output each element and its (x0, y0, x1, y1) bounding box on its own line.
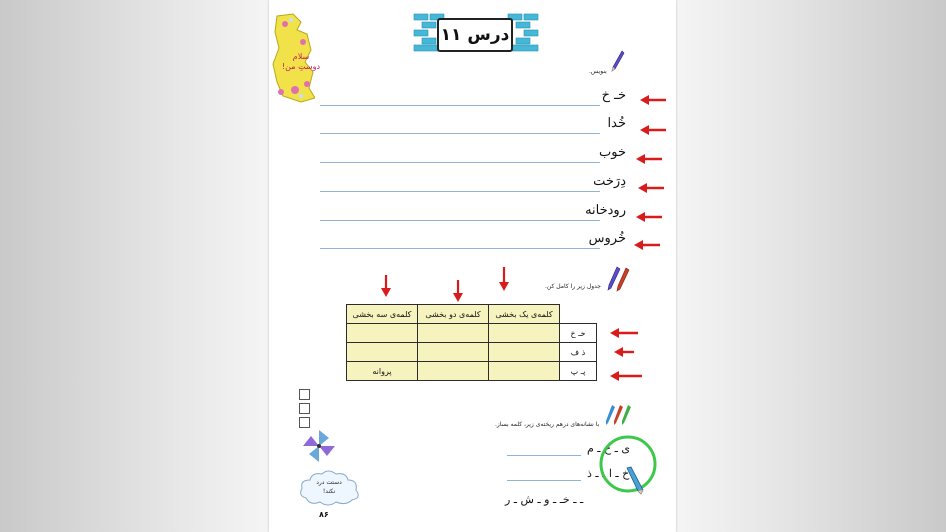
map-greeting-line2: دوستِ من! (281, 62, 321, 71)
writing-row (320, 203, 650, 223)
checkbox-column (299, 389, 309, 431)
cloud-message (302, 478, 356, 496)
table-cell[interactable] (347, 343, 418, 362)
lesson-title: درس ۱۱ (437, 18, 513, 52)
scrambled-letters: خ ـ ا ـ ـ ذ (587, 467, 630, 480)
checkbox[interactable] (299, 403, 310, 414)
map-greeting-line1: سلام (292, 52, 310, 61)
exercise2-instruction: جدول زیر را کامل کن. (545, 283, 601, 290)
table-cell[interactable] (347, 324, 418, 343)
table-cell[interactable]: پروانه (347, 362, 418, 381)
header-two-syllable: کلمه‌ی دو بخشی (418, 305, 489, 324)
writing-row (320, 116, 650, 136)
practice-word: خوب (599, 145, 626, 160)
arrow-left-icon (609, 327, 639, 339)
practice-word: رودخانه (585, 203, 626, 218)
practice-word: دِرَخت (593, 174, 626, 189)
word-table (346, 304, 597, 381)
practice-word: خـ خ (601, 88, 626, 103)
pencil-icon (611, 50, 625, 72)
writing-row (320, 174, 650, 194)
highlight-pencil-icon (625, 466, 645, 496)
table-row (347, 324, 597, 343)
cloud-message-line1: دستت درد (316, 479, 342, 486)
practice-word: خُروس (588, 231, 626, 246)
arrow-down-icon (498, 266, 510, 292)
writing-line (320, 162, 600, 163)
table-corner (560, 305, 597, 324)
arrow-left-icon (609, 370, 643, 382)
pinwheel-icon (301, 428, 337, 464)
exercise1-instruction: بنویس. (589, 68, 607, 75)
writing-row (320, 88, 650, 108)
writing-row (320, 231, 650, 251)
arrow-left-icon (635, 153, 663, 165)
arrow-down-icon (452, 279, 464, 303)
table-cell[interactable] (418, 362, 489, 381)
arrow-left-icon (639, 124, 667, 136)
row-letter: ذ ف (560, 343, 597, 362)
arrow-left-icon (635, 211, 663, 223)
practice-word: خُدا (607, 116, 626, 131)
arrow-left-icon (639, 94, 667, 106)
arrow-left-icon (613, 346, 635, 358)
checkbox[interactable] (299, 389, 310, 400)
header-three-syllable: کلمه‌ی سه بخشی (347, 305, 418, 324)
exercise3-instruction: با نشانه‌های درهم ریخته‌ی زیر، کلمه بساز. (495, 421, 600, 428)
table-cell[interactable] (489, 324, 560, 343)
table-row (347, 362, 597, 381)
arrow-left-icon (637, 182, 665, 194)
table-cell[interactable] (418, 343, 489, 362)
cloud-message-line2: نکند! (322, 488, 336, 495)
arrow-left-icon (633, 239, 661, 251)
table-row (347, 343, 597, 362)
worksheet-page (269, 0, 676, 532)
two-pencils-icon (607, 266, 631, 292)
table-cell[interactable] (489, 362, 560, 381)
map-greeting (281, 52, 321, 72)
scrambled-letters: ـ ـ خـ ـ و ـ ش ـ ر (505, 493, 584, 506)
table-cell[interactable] (418, 324, 489, 343)
writing-line (320, 105, 600, 106)
header-one-syllable: کلمه‌ی یک بخشی (489, 305, 560, 324)
three-pencils-icon (605, 404, 631, 426)
row-letter: خـ خ (560, 324, 597, 343)
writing-line (320, 191, 600, 192)
answer-line (507, 480, 581, 481)
writing-row (320, 145, 650, 165)
writing-line (320, 248, 600, 249)
writing-line (320, 133, 600, 134)
writing-line (320, 220, 600, 221)
page-number: ۸۶ (319, 510, 329, 519)
arrow-down-icon (380, 274, 392, 298)
answer-line (507, 455, 581, 456)
row-letter: پـ پ (560, 362, 597, 381)
scrambled-letters: ی ـ خ ـ م (587, 442, 630, 455)
table-cell[interactable] (489, 343, 560, 362)
table-header-row (347, 305, 597, 324)
checkbox[interactable] (299, 417, 310, 428)
